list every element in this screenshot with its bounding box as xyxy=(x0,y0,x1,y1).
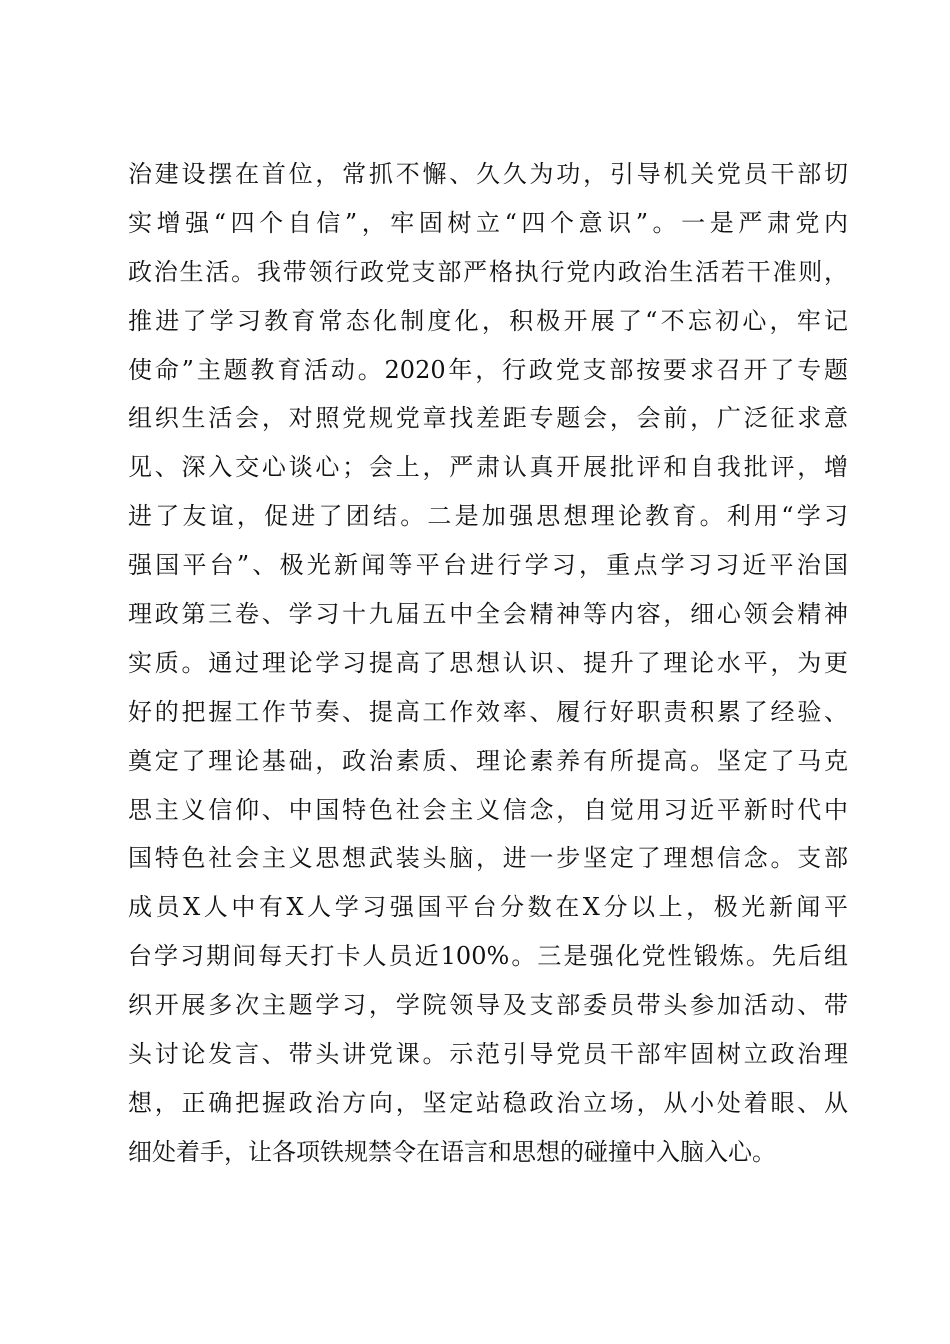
text-line: 组织生活会，对照党规党章找差距专题会，会前，广泛征求意 xyxy=(128,404,848,433)
text-line: 思主义信仰、中国特色社会主义信念，自觉用习近平新时代中 xyxy=(128,795,848,824)
text-line: 治建设摆在首位，常抓不懈、久久为功，引导机关党员干部切 xyxy=(128,160,848,188)
text-line: 实质。通过理论学习提高了思想认识、提升了理论水平，为更 xyxy=(128,648,848,677)
body-paragraph xyxy=(128,150,848,1177)
text-line: 理政第三卷、学习十九届五中全会精神等内容，细心领会精神 xyxy=(128,600,848,629)
text-line: 实增强“四个自信”，牢固树立“四个意识”。一是严肃党内 xyxy=(128,208,848,237)
text-line: 国特色社会主义思想武装头脑，进一步坚定了理想信念。支部 xyxy=(128,844,848,873)
text-line: 成员X人中有X人学习强国平台分数在X分以上，极光新闻平 xyxy=(128,893,848,922)
text-line: 推进了学习教育常态化制度化，积极开展了“不忘初心，牢记 xyxy=(128,306,848,335)
text-line: 细处着手，让各项铁规禁令在语言和思想的碰撞中入脑入心。 xyxy=(128,1137,776,1166)
text-line: 头讨论发言、带头讲党课。示范引导党员干部牢固树立政治理 xyxy=(128,1040,848,1069)
text-line: 进了友谊，促进了团结。二是加强思想理论教育。利用“学习 xyxy=(128,502,848,531)
text-line: 想，正确把握政治方向，坚定站稳政治立场，从小处着眼、从 xyxy=(128,1088,848,1117)
text-line: 使命”主题教育活动。2020年，行政党支部按要求召开了专题 xyxy=(128,355,848,384)
text-line: 台学习期间每天打卡人员近100%。三是强化党性锻炼。先后组 xyxy=(128,942,848,971)
text-line: 奠定了理论基础，政治素质、理论素养有所提高。坚定了马克 xyxy=(128,746,848,775)
text-line: 强国平台”、极光新闻等平台进行学习，重点学习习近平治国 xyxy=(128,551,848,580)
text-line: 政治生活。我带领行政党支部严格执行党内政治生活若干准则， xyxy=(128,257,848,286)
text-line: 织开展多次主题学习，学院领导及支部委员带头参加活动、带 xyxy=(128,991,848,1020)
text-line: 见、深入交心谈心；会上，严肃认真开展批评和自我批评，增 xyxy=(128,453,848,482)
text-line: 好的把握工作节奏、提高工作效率、履行好职责积累了经验、 xyxy=(128,697,848,726)
